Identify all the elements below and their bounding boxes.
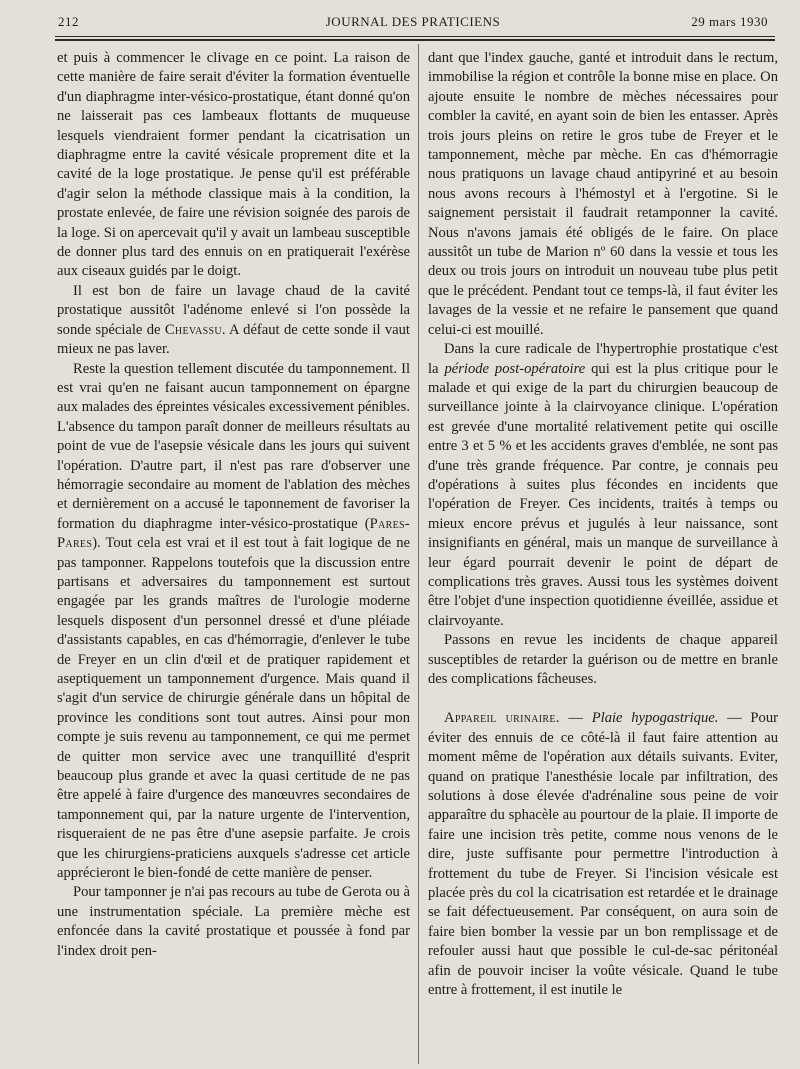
emphasis: période post-opératoire (444, 360, 586, 377)
paragraph: dant que l'index gauche, ganté et introduit dans le rectum, immobilise la région et contrôle la bonne mise en place. On ajoute ensuite le nombre de mèches nécessaires pour combler la cavité, en ayant soin de bien les entasser. Après trois jours pleins on retire le gros tube de Freyer et le tamponnement, mèche par mèche. En cas d'hémorragie nous pratiquons un lavage chaud antipyriné et au besoin nous avons recours à l'hémostyl et à l'ergotine. Si le saignement persistait il faudrait retamponner la cavité. Nous n'avons jamais été obligés de le faire. On place aussitôt un tube de Marion nº 60 dans la vessie et tous les deux ou trois jours on introduit un nouveau tube plus petit que le précédent. Pendant tout ce temps-là, il faut éviter les lavages de la vessie et ne refaire le pansement que quand celui-ci est mouillé. (428, 50, 778, 338)
paragraph: Reste la question tellement discutée du tamponnement. Il est vrai qu'en ne faisant aucun tamponnement on épargne aux malades des épreintes vésicales excessivement pénibles. L'absence du tampon paraît donner de meilleurs résultats au point de vue de l'asepsie vésicale dans les jours qui suivent l'opération. D'autre part, il n'est pas rare d'observer une hémorragie secondaire au moment de l'ablation des mèches et dernièrement on a accusé le taponnement de favoriser la formation du diaphragme inter-vésico-prostatique (Pares-Pares). Tout cela est vrai et il est tout à fait logique de ne pas tamponner. Rappelons toutefois que la discussion entre partisans et adversaires du tamponnement est surtout engagée par les grands maîtres de l'urologie moderne lesquels disposent d'un personnel dressé et d'une pléiade d'assistants capables, en cas d'hémorragie, d'enlever le tube de Freyer en un clin d'œil et de pratiquer rapidement et aseptiquement un tamponnement d'urgence. Mais quand il s'agit d'un service de chirurgie générale dans un hôpital de province les conditions sont tout autres. Ainsi pour mon compte je suis revenu au tamponnement, ce qui me permet de quitter mon service avec une tranquillité d'esprit beaucoup plus grande et avec la quasi certitude de ne pas être appelé à faire d'urgence des manœuvres secondaires de tamponnement qui, par la nature urgente de l'intervention, risqueraient de ne pas être d'une asepsie parfaite. Je crois que les chirurgiens-praticiens auxquels s'adresse cet article apprécieront le bien-fondé de cette manière de penser. (57, 360, 410, 882)
paragraph: Dans la cure radicale de l'hypertrophie prostatique c'est la période post-opératoire qui est la plus critique pour le malade et qui exige de la part du chirurgien beaucoup de surveillance jointe à la clairvoyance clinique. L'opération est grevée d'une mortalité relativement petite qui oscille entre 3 et 5 % et les accidents graves d'emblée, ne sont pas d'une très grande fréquence. Par contre, je connais peu d'opérations à suites plus fécondes en incidents que l'opération de Freyer. Ces incidents, traités à temps ou mieux encore prévus et jugulés à leur naissance, sont insignifiants en général, mais un manque de surveillance à leur égard pourrait devenir le point de départ de complications très graves. Aussi tous les systèmes doivent être l'objet d'une inspection quotidienne éveillée, assidue et clairvoyante. (428, 341, 778, 629)
page-number: 212 (58, 14, 79, 29)
section-paragraph: Appareil urinaire. — Plaie hypogastrique. — Pour éviter des ennuis de ce côté-là il faut faire attention au moment même de l'opération aux détails suivants. Eviter, quand on pratique l'anesthésie locale par infiltration, des solutions à dose élevée d'adrénaline sous peine de voir apparaître du sphacèle au pourtour de la plaie. Il importe de faire une incision très petite, comme nous venons de le dire, juste suffisante pour permettre l'introduction à frottement du tube de Freyer. Si l'incision vésicale est placée près du col la cicatrisation est retardée et le drainage se fait défectueusement. Par conséquent, on aura soin de faire bien bomber la vessie par un bon remplissage et de refouler aussi haut que possible le cul-de-sac péritonéal afin de pouvoir inciser la voûte vésicale. Quand le tube entre à frottement, il est inutile le (428, 710, 778, 999)
paragraph: Pour tamponner je n'ai pas recours au tube de Gerota ou à une instrumentation spéciale. La première mèche est enfoncée dans la cavité prostatique et poussée à fond par l'index droit pen- (57, 884, 410, 959)
column-divider (418, 44, 419, 1064)
section-heading: Appareil urinaire. (444, 710, 560, 727)
header-rule-thick (55, 39, 775, 41)
left-column (57, 49, 410, 1065)
author-name: Pares-Pares (57, 515, 410, 552)
paragraph: Passons en revue les incidents de chaque appareil susceptibles de retarder la guérison ou de mettre en branle des complications fâcheuses. (428, 632, 778, 687)
paragraph: et puis à commencer le clivage en ce point. La raison de cette manière de faire serait d'éviter la formation éventuelle d'un diaphragme inter-vésico-prostatique, étant donné qu'on ne laisserait pas ces lambeaux flottants de muqueuse lesquels viendraient former pendant la cicatrisation un diaphragme entre la cavité vésicale proprement dite et la cavité de la loge prostatique. Je pense qu'il est préférable d'agir selon la méthode classique mais à la condition, la prostate enlevée, de faire une révision soignée des parois de la loge. Si on apercevait qu'il y avait un lambeau susceptible de donner plus tard des ennuis on en pratiquerait l'exérèse aux ciseaux guidés par le doigt. (57, 50, 410, 280)
paragraph: Il est bon de faire un lavage chaud de la cavité prostatique aussitôt l'adénome enlevé si l'on possède la sonde spéciale de Chevassu. A défaut de cette sonde il vaut mieux ne pas laver. (57, 282, 410, 358)
running-header (58, 14, 768, 34)
header-rule (55, 36, 775, 37)
section-subheading: Plaie hypogastrique. (591, 710, 719, 727)
issue-date: 29 mars 1930 (691, 14, 768, 29)
author-name: Chevassu (164, 321, 222, 338)
journal-title: JOURNAL DES PRATICIENS (325, 14, 501, 29)
right-column (428, 49, 778, 1065)
